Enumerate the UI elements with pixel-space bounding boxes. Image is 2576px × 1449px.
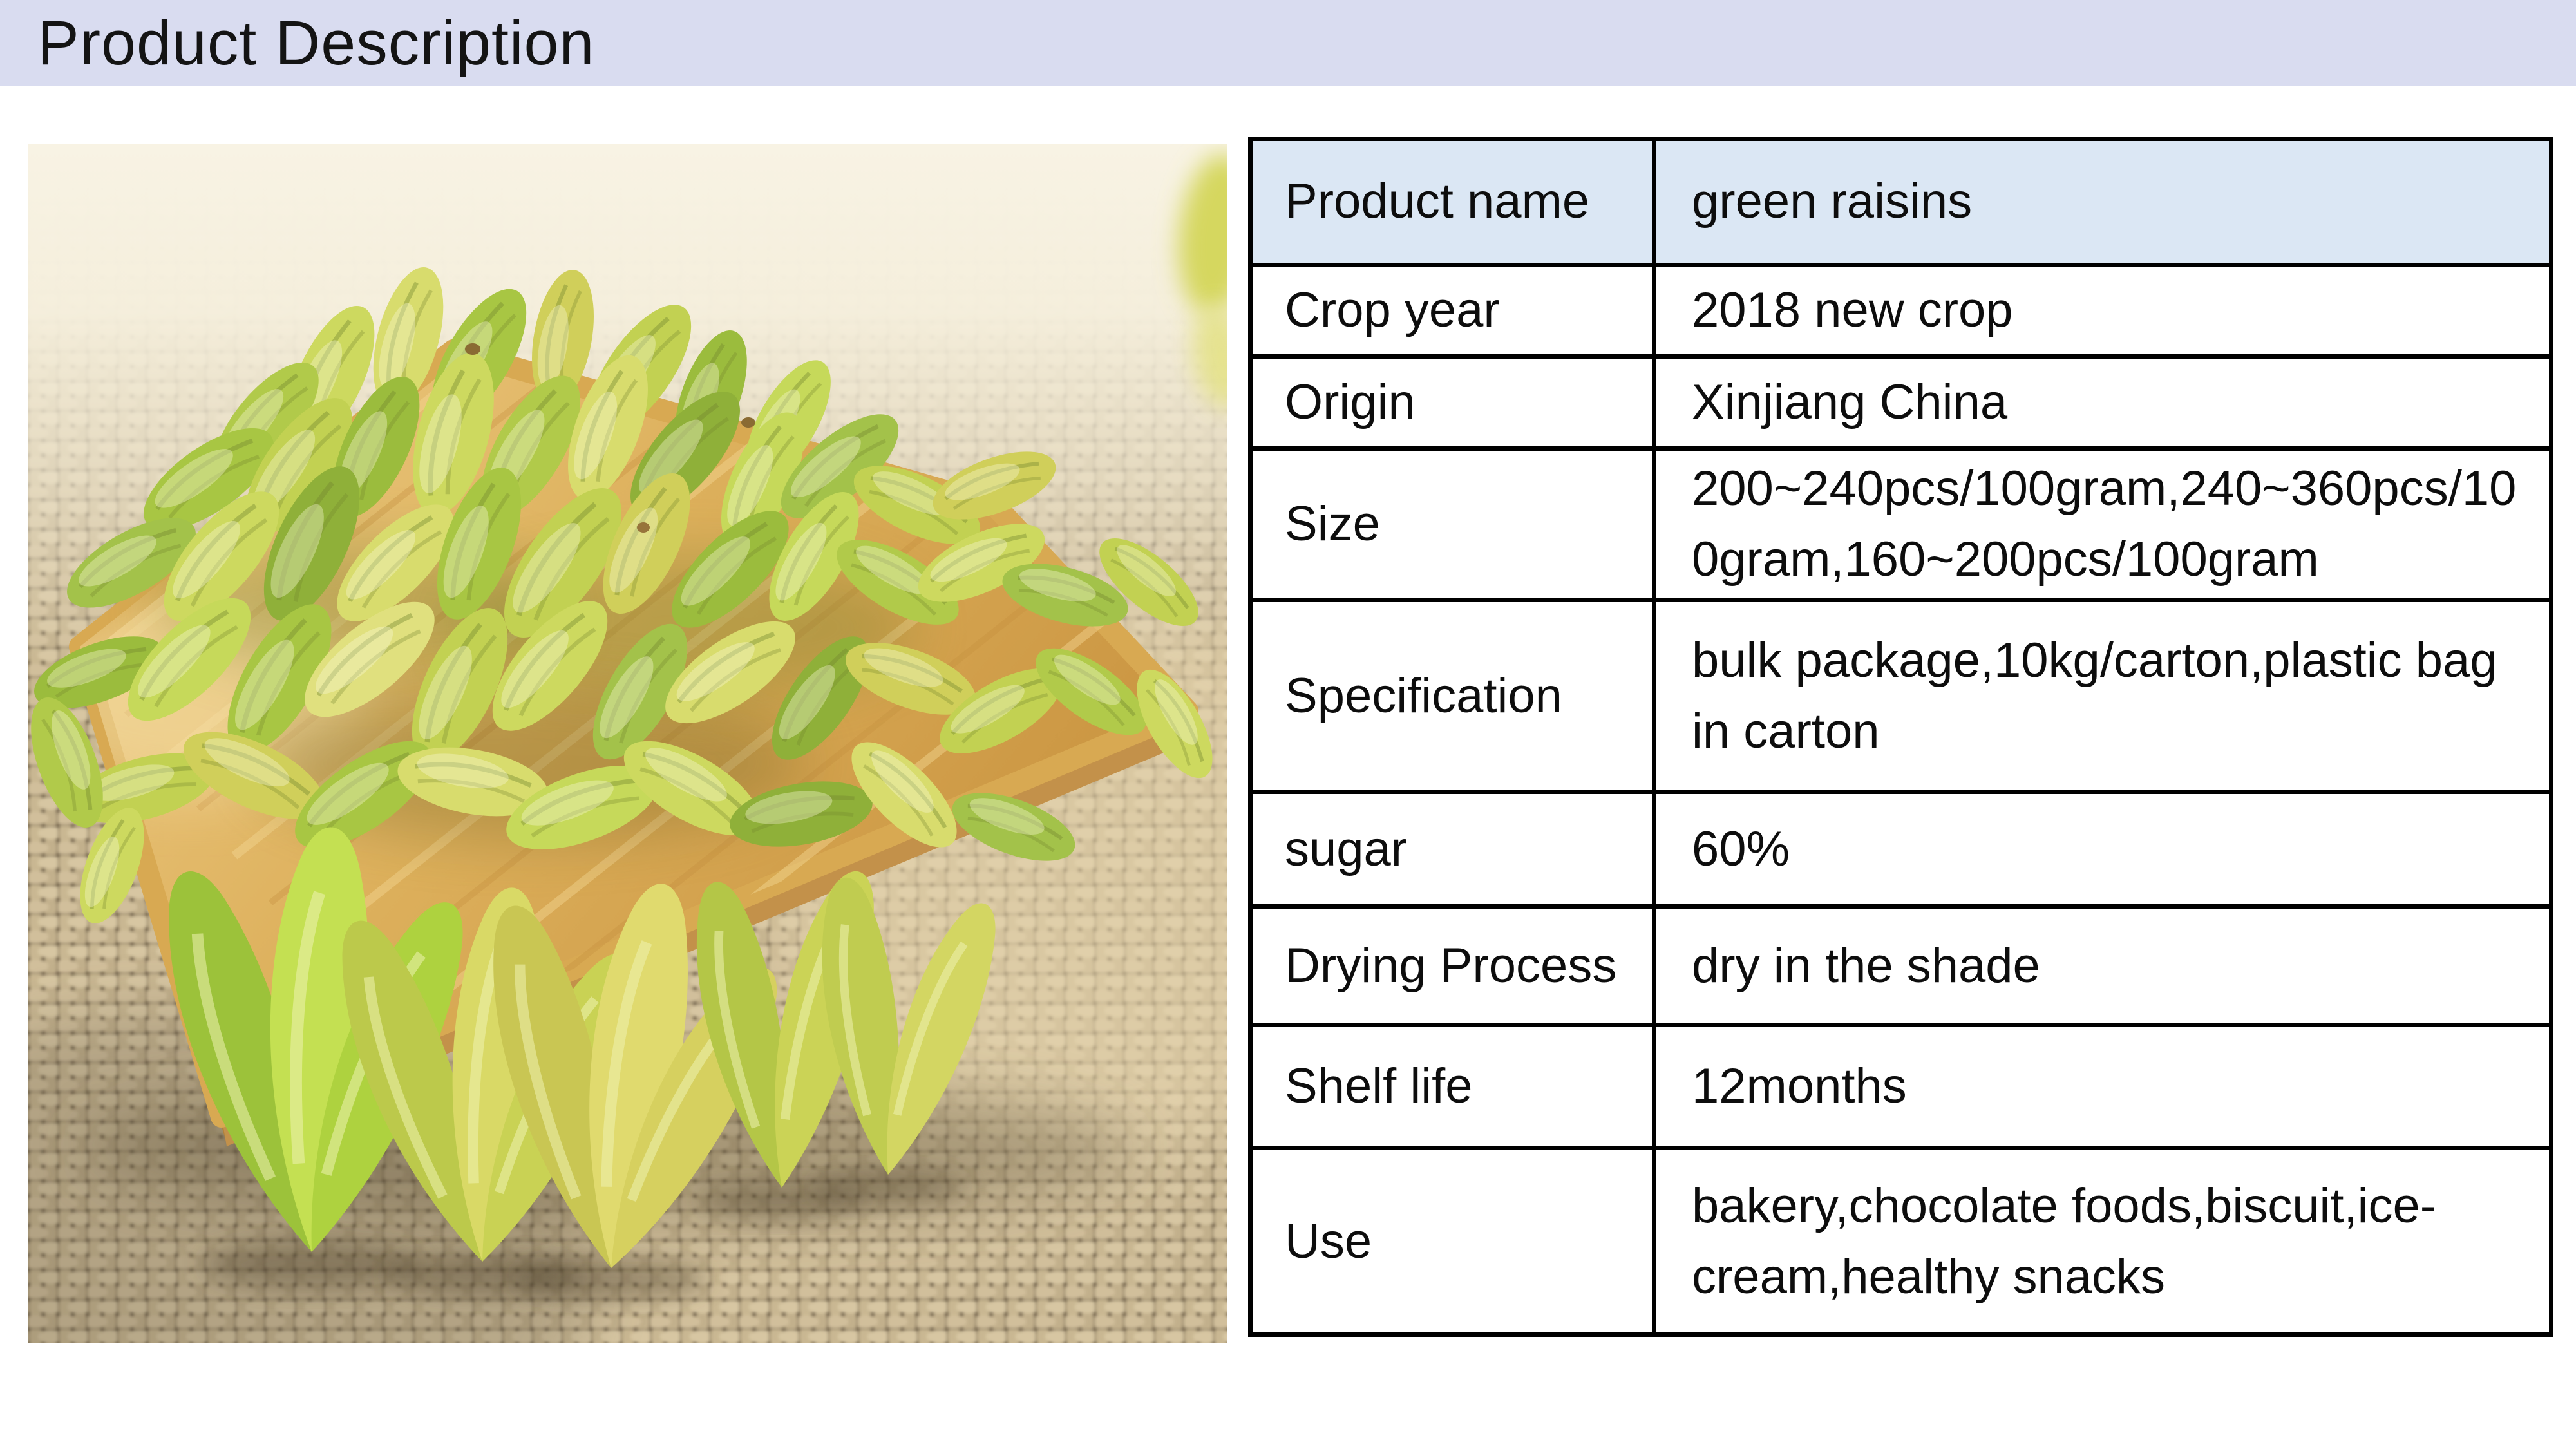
spec-label: Use bbox=[1251, 1148, 1654, 1335]
spec-label: Product name bbox=[1251, 139, 1654, 265]
spec-value: 2018 new crop bbox=[1654, 265, 2552, 357]
spec-value: Xinjiang China bbox=[1654, 357, 2552, 449]
table-row-product-name bbox=[1251, 139, 2552, 265]
spec-value: dry in the shade bbox=[1654, 907, 2552, 1025]
spec-label: Shelf life bbox=[1251, 1025, 1654, 1148]
spec-table bbox=[1248, 137, 2553, 1337]
table-row-sugar bbox=[1251, 792, 2552, 907]
table-row-use bbox=[1251, 1148, 2552, 1335]
spec-value: green raisins bbox=[1654, 139, 2552, 265]
spec-label: Drying Process bbox=[1251, 907, 1654, 1025]
spec-label: Size bbox=[1251, 449, 1654, 600]
table-row-origin bbox=[1251, 357, 2552, 449]
product-photo-illustration bbox=[28, 144, 1227, 1343]
table-row-size bbox=[1251, 449, 2552, 600]
spec-label: Crop year bbox=[1251, 265, 1654, 357]
spec-value: bulk package,10kg/carton,plastic bag in carton bbox=[1654, 600, 2552, 792]
table-row-specification bbox=[1251, 600, 2552, 792]
spec-label: sugar bbox=[1251, 792, 1654, 907]
spec-value: bakery,chocolate foods,biscuit,ice-cream,healthy snacks bbox=[1654, 1148, 2552, 1335]
table-row-crop-year bbox=[1251, 265, 2552, 357]
spec-label: Specification bbox=[1251, 600, 1654, 792]
table-row-shelf-life bbox=[1251, 1025, 2552, 1148]
spec-value: 12months bbox=[1654, 1025, 2552, 1148]
page-title: Product Description bbox=[37, 7, 595, 78]
table-row-drying-process bbox=[1251, 907, 2552, 1025]
product-photo bbox=[28, 144, 1227, 1343]
section-title-bar bbox=[0, 0, 2576, 86]
spec-value: 60% bbox=[1654, 792, 2552, 907]
spec-value: 200~240pcs/100gram,240~360pcs/100gram,160~200pcs/100gram bbox=[1654, 449, 2552, 600]
spec-label: Origin bbox=[1251, 357, 1654, 449]
